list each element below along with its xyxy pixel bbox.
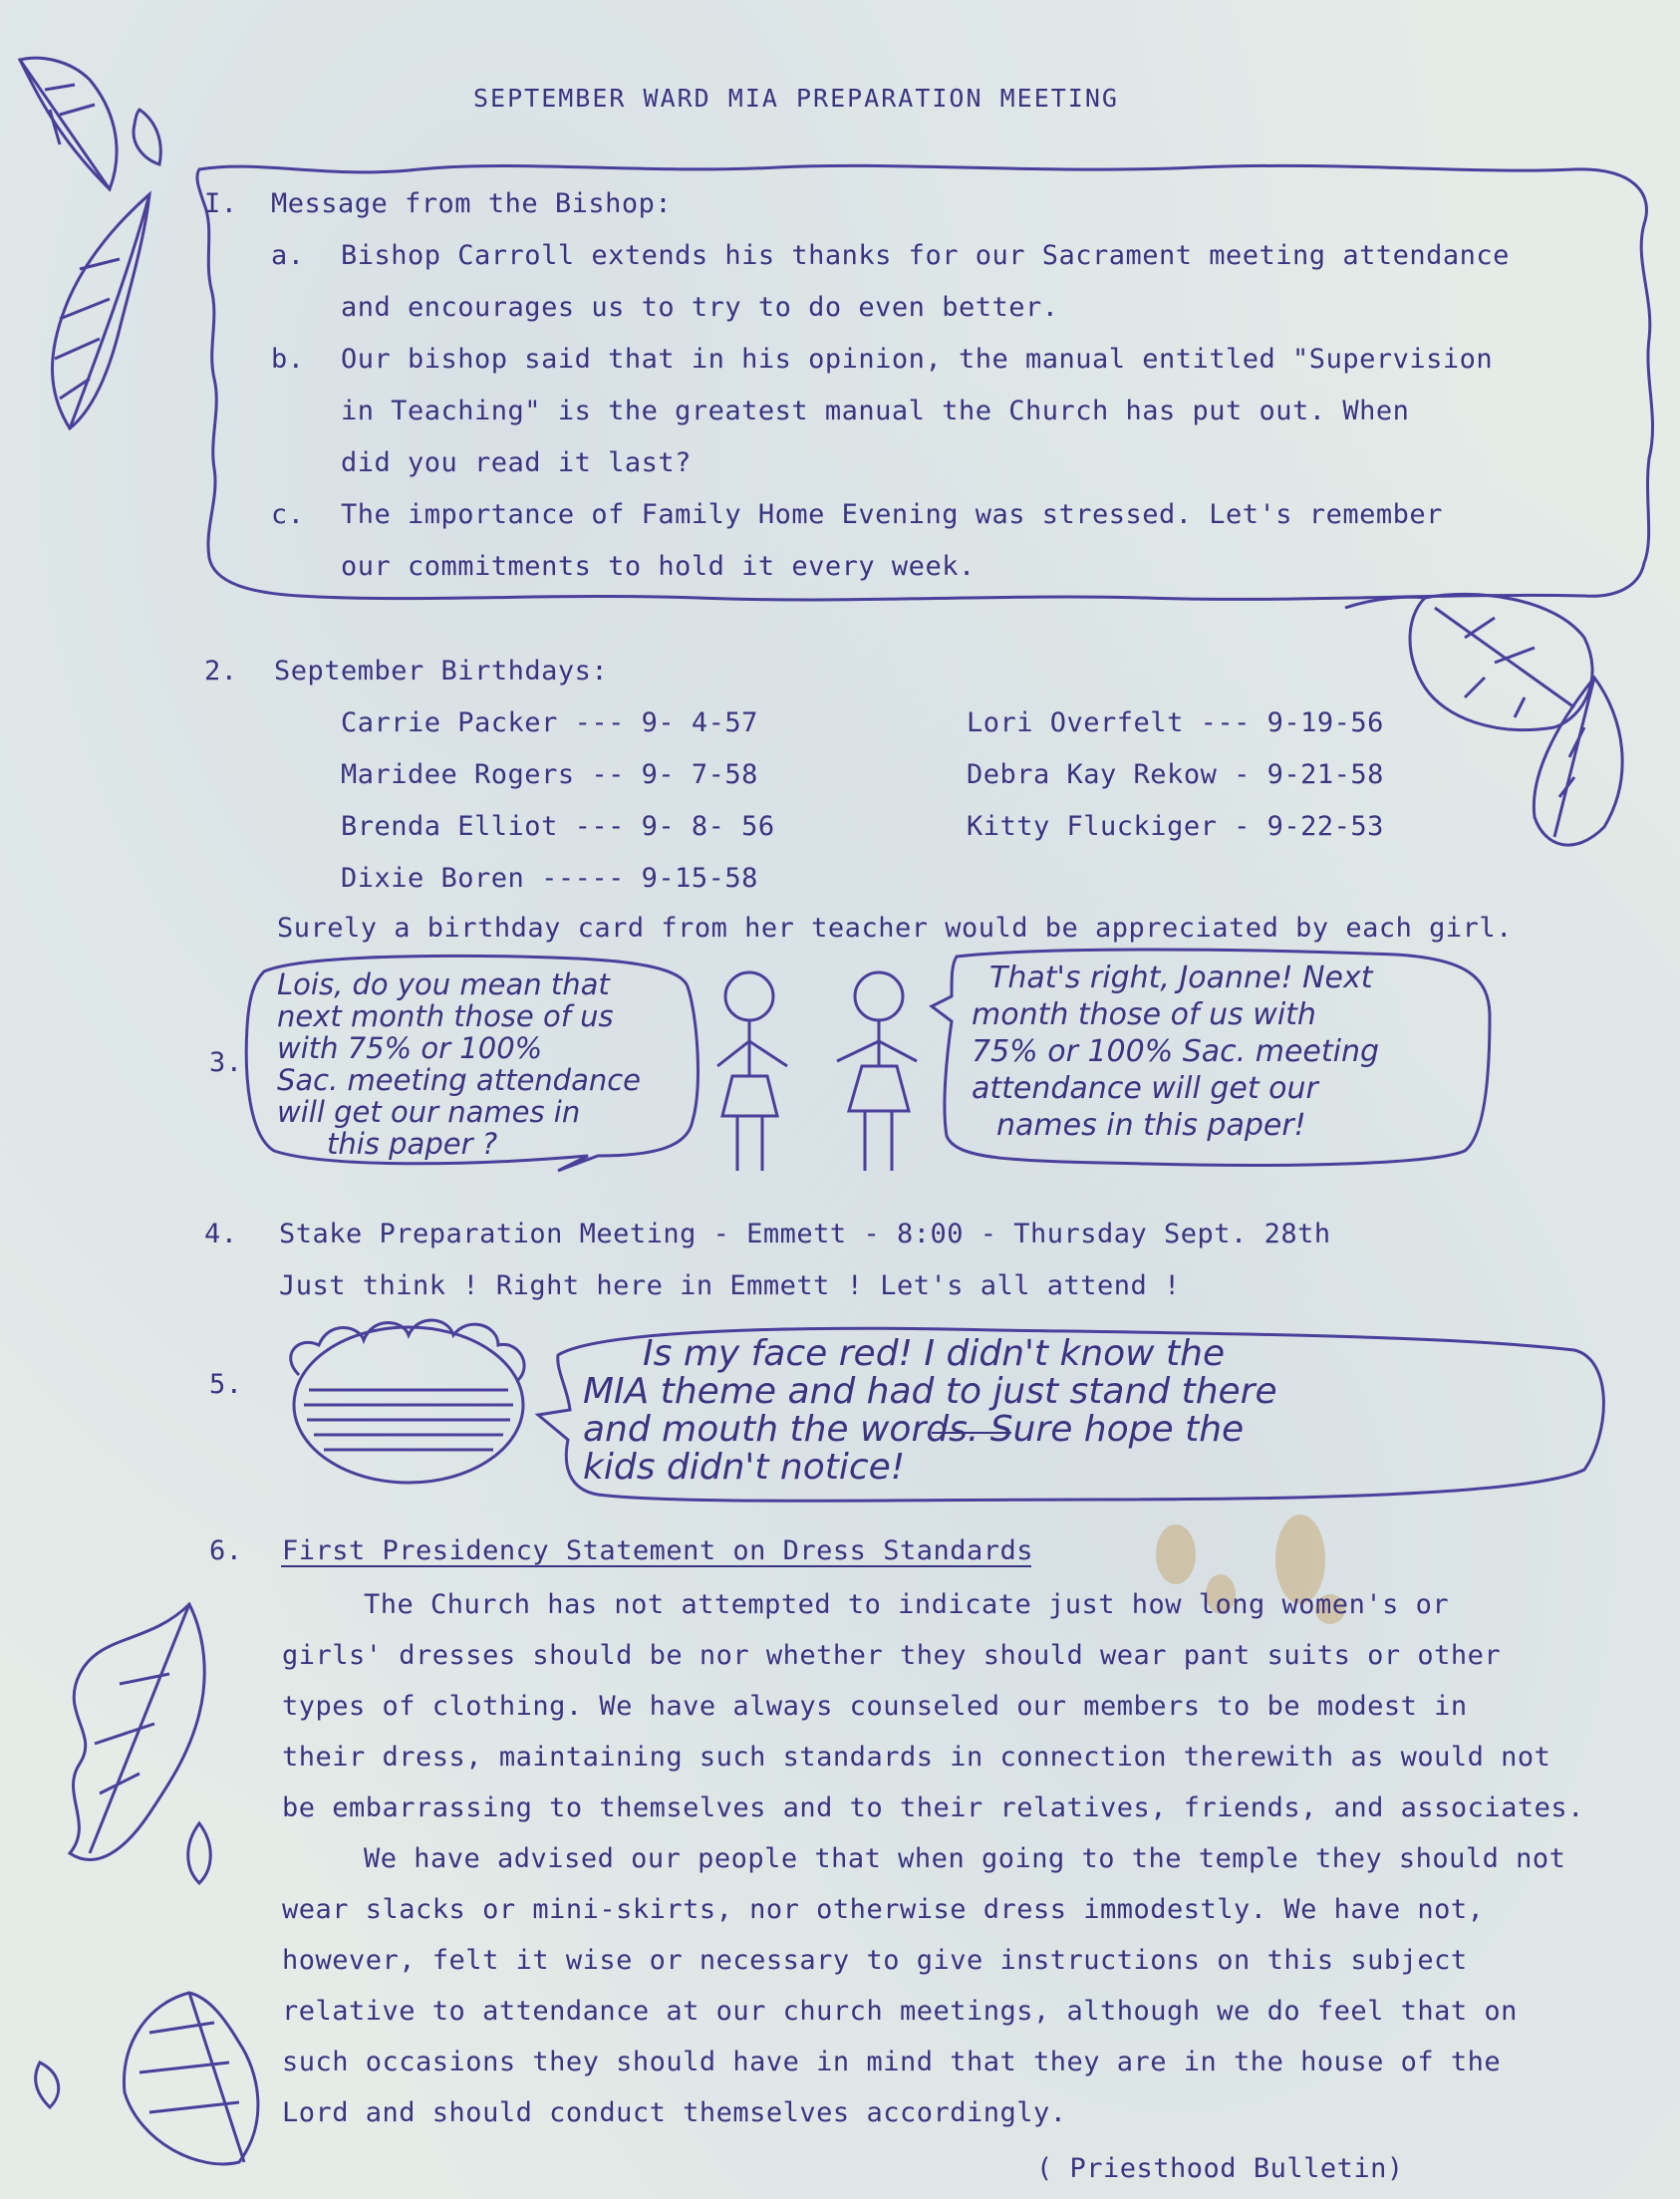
- leaf-edge-bottom: [36, 2062, 59, 2107]
- section4-line1: Stake Preparation Meeting - Emmett - 8:00 - Thursday Sept. 28th: [279, 1219, 1331, 1249]
- item-c-label: c.: [271, 499, 305, 530]
- birthday-left-4: Dixie Boren ----- 9-15-58: [341, 863, 758, 894]
- bishop-message-frame: [197, 165, 1653, 600]
- statement-line-8: however, felt it wise or necessary to give instructions on this subject: [282, 1945, 1468, 1976]
- statement-source: ( Priesthood Bulletin): [1036, 2153, 1404, 2184]
- item-b-line3: did you read it last?: [341, 447, 692, 478]
- section6-number: 6.: [209, 1535, 243, 1566]
- statement-line-4: their dress, maintaining such standards in connection therewith as would not: [282, 1742, 1551, 1773]
- girl-right-body: [837, 1020, 917, 1171]
- statement-line-9: relative to attendance at our church meetings, although we do feel that on: [282, 1996, 1518, 2027]
- item-c-line1: The importance of Family Home Evening was stressed. Let's remember: [341, 499, 1443, 530]
- item-a-label: a.: [271, 240, 305, 271]
- page-title: SEPTEMBER WARD MIA PREPARATION MEETING: [473, 84, 1119, 113]
- section2-heading: September Birthdays:: [274, 656, 609, 687]
- item-a-line1: Bishop Carroll extends his thanks for our Sacrament meeting attendance: [341, 240, 1510, 271]
- statement-line-3: types of clothing. We have always counseled our members to be modest in: [282, 1691, 1468, 1722]
- item-c-line2: our commitments to hold it every week.: [341, 551, 976, 582]
- birthday-left-3: Brenda Elliot --- 9- 8- 56: [341, 811, 775, 842]
- section4-number: 4.: [204, 1219, 238, 1249]
- statement-line-11: Lord and should conduct themselves accordingly.: [282, 2097, 1067, 2128]
- girl-right-head: [855, 972, 903, 1020]
- birthday-note: Surely a birthday card from her teacher would be appreciated by each girl.: [277, 913, 1513, 944]
- birthday-left-2: Maridee Rogers -- 9- 7-58: [341, 759, 758, 790]
- statement-line-6: We have advised our people that when going to the temple they should not: [364, 1843, 1566, 1874]
- statement-line-7: wear slacks or mini-skirts, nor otherwise dress immodestly. We have not,: [282, 1894, 1485, 1925]
- leaf-small-top: [134, 110, 160, 164]
- item-b-label: b.: [271, 344, 305, 375]
- leaf-top-left: [20, 58, 117, 189]
- statement-line-1: The Church has not attempted to indicate just how long women's or: [364, 1589, 1450, 1620]
- leaf-small-lower: [188, 1823, 211, 1883]
- item-b-line2: in Teaching" is the greatest manual the Church has put out. When: [341, 396, 1410, 426]
- section1-heading: Message from the Bishop:: [271, 188, 673, 219]
- section2-number: 2.: [204, 656, 238, 687]
- statement-line-5: be embarrassing to themselves and to their relatives, friends, and associates.: [282, 1792, 1584, 1823]
- birthday-right-2: Debra Kay Rekow - 9-21-58: [967, 759, 1384, 790]
- section1-number: I.: [204, 188, 238, 219]
- section5-number: 5.: [209, 1369, 243, 1400]
- leaf-right-large: [1410, 594, 1592, 729]
- bubble-right-text: That's right, Joanne! Next month those of us with 75% or 100% Sac. meeting attendance will get our names in this paper!: [972, 961, 1380, 1143]
- statement-line-2: girls' dresses should be nor whether they should wear pant suits or other: [282, 1640, 1502, 1671]
- girl-left-head: [725, 972, 773, 1020]
- leaf-right-lower: [1534, 678, 1622, 845]
- section3-number: 3.: [209, 1047, 243, 1078]
- section4-line2: Just think ! Right here in Emmett ! Let's all attend !: [279, 1270, 1181, 1301]
- birthday-right-3: Kitty Fluckiger - 9-22-53: [967, 811, 1384, 842]
- stain-spot: [1156, 1524, 1196, 1584]
- birthday-right-1: Lori Overfelt --- 9-19-56: [967, 707, 1384, 738]
- item-a-line2: and encourages us to try to do even better.: [341, 292, 1059, 323]
- bubble-left-text: Lois, do you mean that next month those of us with 75% or 100% Sac. meeting attendance will get our names in this paper ?: [277, 967, 642, 1161]
- section6-heading: First Presidency Statement on Dress Standards: [282, 1535, 1033, 1566]
- statement-line-10: such occasions they should have in mind that they are in the house of the: [282, 2047, 1502, 2077]
- girl-left-body: [717, 1020, 787, 1171]
- item-b-line1: Our bishop said that in his opinion, the manual entitled "Supervision: [341, 344, 1494, 375]
- bubble-face-text: Is my face red! I didn't know the MIA theme and had to just stand there and mouth the words. Sure hope the kids didn't notice!: [583, 1333, 1277, 1488]
- birthday-left-1: Carrie Packer --- 9- 4-57: [341, 707, 758, 738]
